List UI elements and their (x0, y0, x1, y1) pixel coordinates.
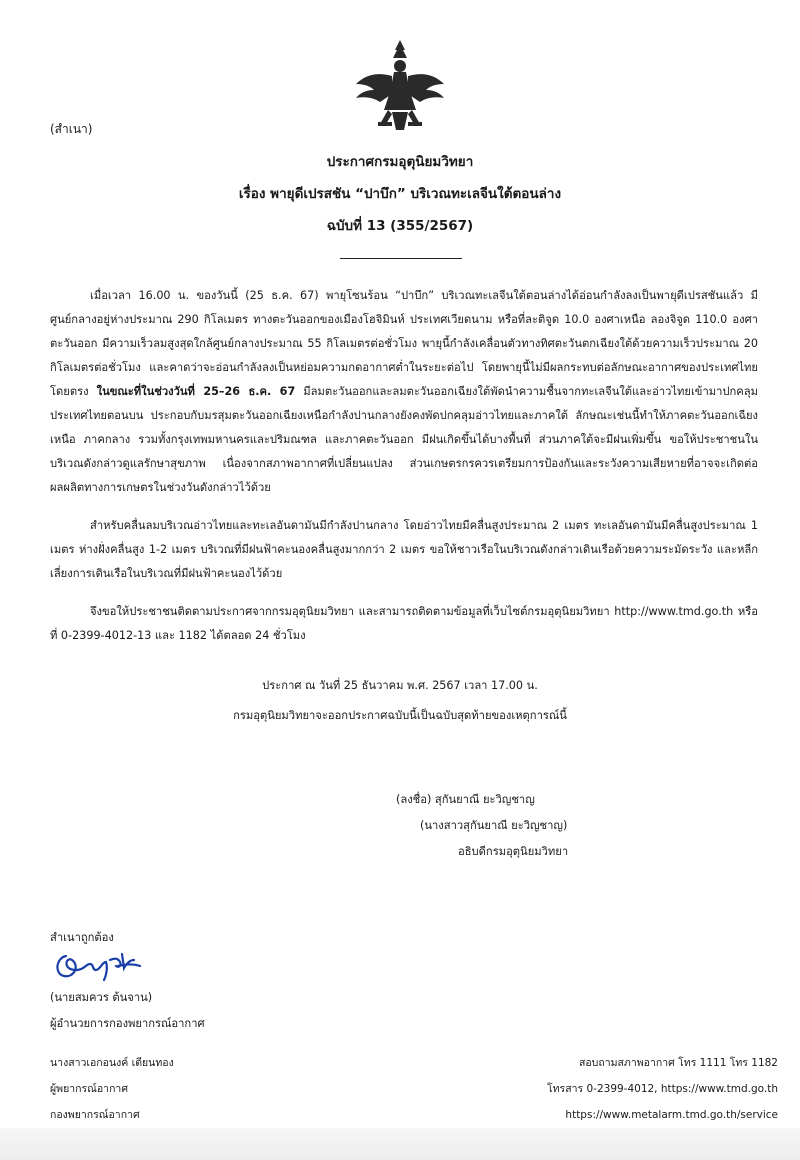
footer-left (50, 1050, 174, 1128)
handwritten-signature-icon (52, 946, 144, 982)
announcement-body (50, 284, 758, 662)
announce-date: ประกาศ ณ วันที่ 25 ธันวาคม พ.ศ. 2567 เวลา 17.00 น. (262, 679, 538, 692)
footer-right-line-2: โทรสาร 0-2399-4012, https://www.tmd.go.th (547, 1083, 778, 1095)
paragraph-3: จึงขอให้ประชาชนติดตามประกาศจากกรมอุตุนิยมวิทยา และสามารถติดตามข้อมูลที่เว็บไซต์กรมอุตุนิยมวิทยา http://www.tmd.go.th หรือที่ 0-2399-4012-13 และ 1182 ได้ตลอด 24 ชั่วโมง (50, 605, 758, 642)
signatory-title: อธิบดีกรมอุตุนิยมวิทยา (458, 845, 569, 858)
signature-line: (ลงชื่อ) สุกันยาณี ยะวิญชาญ (396, 793, 535, 806)
copy-label: (สำเนา) (50, 122, 93, 136)
garuda-emblem-icon (352, 38, 448, 138)
page-bottom-edge (0, 1128, 800, 1160)
heading-line-3: ฉบับที่ 13 (355/2567) (326, 218, 474, 234)
paragraph-1-emphasis: ในขณะที่ในช่วงวันที่ 25–26 ธ.ค. 67 (96, 385, 296, 398)
signatory-name: (นางสาวสุกันยาณี ยะวิญชาญ) (420, 819, 568, 832)
footer-right-line-3: https://www.metalarm.tmd.go.th/service (565, 1109, 778, 1121)
footer-right (547, 1050, 778, 1128)
certified-name: (นายสมควร ต้นจาน) (50, 991, 153, 1004)
paragraph-1-text-b: มีลมตะวันออกและลมตะวันออกเฉียงใต้พัดนำความชื้นจากทะเลจีนใต้และอ่าวไทยเข้ามาปกคลุมประเทศไทยตอนบน ประกอบกับมรสุมตะวันออกเฉียงเหนือกำลังปานกลางยังคงพัดปกคลุมอ่าวไทยและภาคใต้ ลักษณะเช่นนี้ทำให้ภาคตะวันออกเฉียงเหนือ ภาคกลาง รวมทั้งกรุงเทพมหานครและปริมณฑล และภาคตะวันออก มีฝนเกิดขึ้นได้บางพื้นที่ ส่วนภาคใต้จะมีฝนเพิ่มขึ้น ขอให้ประชาชนในบริเวณดังกล่าวดูแลรักษาสุขภาพ เนื่องจากสภาพอากาศที่เปลี่ยนแปลง ส่วนเกษตรกรควรเตรียมการป้องกันและระวังความเสียหายที่อาจจะเกิดต่อผลผลิตทางการเกษตรในช่วงวันดังกล่าวไว้ด้วย (50, 385, 758, 494)
heading-line-2: เรื่อง พายุดีเปรสชัน “ปาบึก” บริเวณทะเลจีนใต้ตอนล่าง (238, 186, 562, 202)
paragraph-1 (50, 284, 758, 500)
certified-label: สำเนาถูกต้อง (50, 931, 114, 944)
footer-left-line-2: ผู้พยากรณ์อากาศ (50, 1083, 128, 1095)
paragraph-2: สำหรับคลื่นลมบริเวณอ่าวไทยและทะเลอันดามันมีกำลังปานกลาง โดยอ่าวไทยมีคลื่นสูงประมาณ 2 เมตร ทะเลอันดามันมีคลื่นสูงประมาณ 1 เมตร ห่างฝั่งคลื่นสูง 1-2 เมตร บริเวณที่มีฝนฟ้าคะนองคลื่นสูงมากกว่า 2 เมตร ขอให้ชาวเรือในบริเวณดังกล่าวเดินเรือด้วยความระมัดระวัง และหลีกเลี่ยงการเดินเรือในบริเวณที่มีฝนฟ้าคะนองไว้ด้วย (50, 519, 758, 580)
footer-left-line-3: กองพยากรณ์อากาศ (50, 1109, 140, 1121)
certified-title: ผู้อำนวยการกองพยากรณ์อากาศ (50, 1017, 205, 1030)
paragraph-1-text-a: เมื่อเวลา 16.00 น. ของวันนี้ (25 ธ.ค. 67) พายุโซนร้อน “ปาบึก” บริเวณทะเลจีนใต้ตอนล่างได้อ่อนกำลังลงเป็นพายุดีเปรสชันแล้ว มีศูนย์กลางอยู่ห่างประมาณ 290 กิโลเมตร ทางตะวันออกของเมืองโฮจิมินห์ ประเทศเวียดนาม หรือที่ละติจูด 10.0 องศาเหนือ ลองจิจูด 110.0 องศาตะวันออก มีความเร็วลมสูงสุดใกล้ศูนย์กลางประมาณ 55 กิโลเมตรต่อชั่วโมง พายุนี้กำลังเคลื่อนตัวทางทิศตะวันตกเฉียงใต้ด้วยความเร็วประมาณ 20 กิโลเมตรต่อชั่วโมง และคาดว่าจะอ่อนกำลังลงเป็นหย่อมความกดอากาศต่ำในระยะต่อไป โดยพายุนี้ไม่มีผลกระทบต่อลักษณะอากาศของประเทศไทยโดยตรง (50, 289, 758, 398)
footer-left-line-1: นางสาวเอกอนงค์ เตียนทอง (50, 1057, 174, 1069)
footer-right-line-1: สอบถามสภาพอากาศ โทร 1111 โทร 1182 (578, 1057, 778, 1069)
heading-line-1: ประกาศกรมอุตุนิยมวิทยา (326, 154, 474, 170)
heading-underline (340, 258, 462, 259)
final-note: กรมอุตุนิยมวิทยาจะออกประกาศฉบับนี้เป็นฉบับสุดท้ายของเหตุการณ์นี้ (233, 709, 567, 722)
